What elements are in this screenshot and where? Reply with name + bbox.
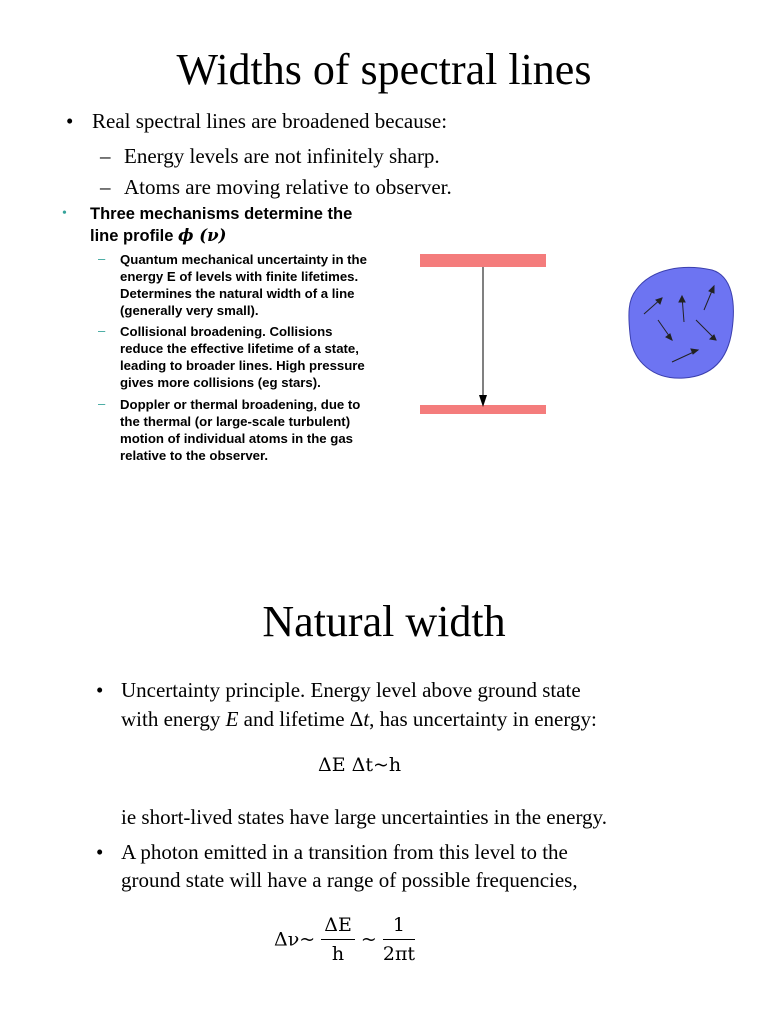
bullet-dot: • [96, 840, 104, 864]
mechanisms-heading [90, 204, 352, 247]
mechanism-item [120, 323, 365, 391]
sub-bullet-text: Atoms are moving relative to observer. [124, 175, 452, 199]
fraction-numerator: 1 [383, 914, 415, 940]
bullet-text: ground state will have a range of possible frequencies, [121, 868, 578, 892]
bullet-text: Real spectral lines are broadened because: [92, 109, 448, 133]
energy-symbol: E [225, 707, 239, 731]
mechanism-line: (generally very small). [120, 303, 259, 318]
profile-symbol: ϕ (ν) [178, 226, 227, 245]
upper-energy-level [420, 254, 546, 267]
fraction-numerator: ΔE [321, 914, 355, 940]
bullet-text: Uncertainty principle. Energy level above ground state [121, 678, 581, 702]
time-symbol: t [363, 707, 370, 731]
fraction-denominator: h [331, 943, 345, 965]
fraction-denominator: 2πt [382, 943, 416, 965]
mechanism-item [120, 251, 367, 319]
mechanism-line: Determines the natural width of a line [120, 286, 355, 301]
mechanism-line: reduce the effective lifetime of a state, [120, 341, 359, 356]
mechanism-item [120, 396, 360, 464]
bullet-dot: • [66, 109, 74, 133]
mechanisms-heading-text: line profile [90, 227, 174, 245]
dash-marker: – [98, 396, 106, 411]
mechanisms-heading-line: Three mechanisms determine the [90, 205, 353, 223]
equation-tilde: ~ [360, 928, 377, 951]
mechanism-line: Doppler or thermal broadening, due to [120, 397, 361, 412]
mechanism-line: motion of individual atoms in the gas [120, 431, 353, 446]
mechanism-line: gives more collisions (eg stars). [120, 375, 321, 390]
bullet-dot: • [62, 206, 67, 221]
text-run: with energy [121, 707, 226, 731]
fraction-energy-over-h [321, 914, 355, 965]
uncertainty-equation: ΔE Δt~h [318, 754, 402, 776]
dash-marker: – [98, 251, 106, 266]
bullet-dot: • [96, 678, 104, 702]
dash-marker: – [100, 144, 111, 168]
mechanism-line: the thermal (or large-scale turbulent) [120, 414, 351, 429]
mechanism-line: energy E of levels with finite lifetimes. [120, 269, 359, 284]
text-run: , has uncertainty in energy: [369, 707, 597, 731]
bullet-text [121, 706, 597, 733]
dash-marker: – [98, 323, 106, 338]
mechanism-line: Quantum mechanical uncertainty in the [120, 252, 367, 267]
mechanisms-heading-line [90, 225, 352, 247]
bullet-text: A photon emitted in a transition from this level to the [117, 840, 568, 864]
mechanism-line: relative to the observer. [120, 448, 269, 463]
gas-cloud-illustration [622, 262, 742, 386]
text-run: and lifetime Δ [238, 707, 364, 731]
remark-text: ie short-lived states have large uncertainties in the energy. [121, 805, 607, 829]
gas-cloud [629, 267, 734, 378]
sub-bullet-text: Energy levels are not infinitely sharp. [124, 144, 440, 168]
frequency-equation [274, 914, 415, 965]
dash-marker: – [100, 175, 111, 199]
slide-title: Natural width [262, 597, 506, 646]
fraction-one-over-2pi-t [383, 914, 415, 965]
equation-lhs: Δν~ [274, 928, 316, 951]
energy-level-diagram [410, 245, 560, 425]
slide-title: Widths of spectral lines [176, 45, 592, 94]
mechanism-line: Collisional broadening. Collisions [120, 324, 333, 339]
mechanism-line: leading to broader lines. High pressure [120, 358, 365, 373]
